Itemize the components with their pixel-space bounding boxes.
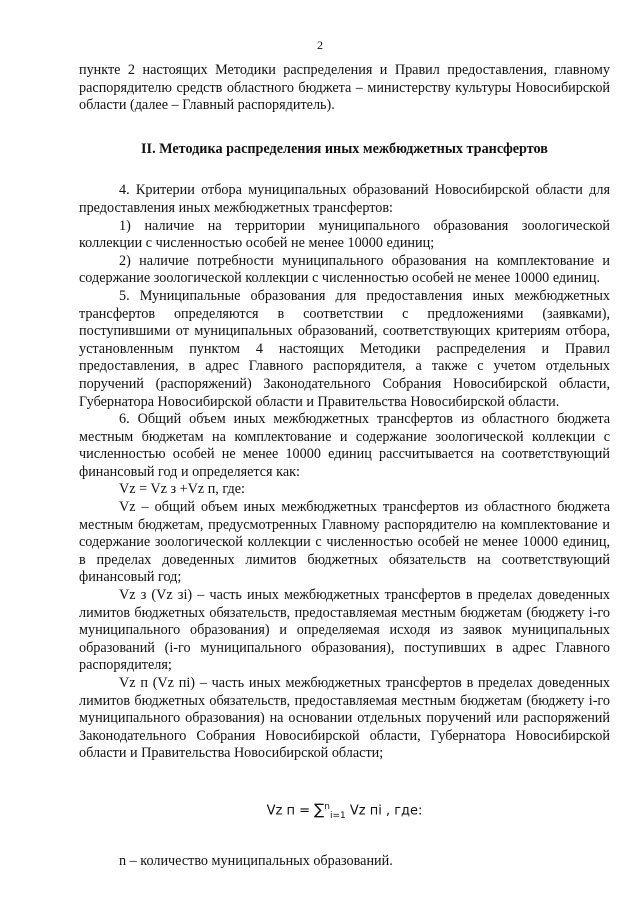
section-title: II. Методика распределения иных межбюджетных трансфертов <box>141 140 548 157</box>
intro-paragraph: пункте 2 настоящих Методики распределения и Правил предоставления, главному распорядителю средств областного бюджета – министерству культуры Новосибирской области (далее – Главный распорядитель). <box>79 62 610 114</box>
formula-vz: Vz = Vz з +Vz п, где: <box>119 481 245 498</box>
paragraph-4: 4. Критерии отбора муниципальных образований Новосибирской области для предоставления иных межбюджетных трансфертов: <box>79 182 610 216</box>
sum-upper-limit: n <box>324 801 330 812</box>
criterion-1: 1) наличие на территории муниципального образования зоологической коллекции с численностью особей не менее 10000 единиц; <box>79 217 610 252</box>
definition-vz: Vz – общий объем иных межбюджетных трансфертов из областного бюджета местным бюджетам, предусмотренных Главному распорядителю на комплектование и содержание зоологической коллекции с численностью особей не менее 10000 единиц, в пределах доведенных лимитов бюджетных обязательств на соответствующий финансовый год; <box>79 499 610 586</box>
document-body <box>79 62 610 871</box>
criterion-2: 2) наличие потребности муниципального образования на комплектование и содержание зоологической коллекции с численностью особей не менее 10000 единиц. <box>79 252 610 287</box>
definition-vz-p: Vz п (Vz пi) – часть иных межбюджетных трансфертов в пределах доведенных лимитов бюджетных обязательств, предоставляемая местным бюджетам (бюджету i-го муниципального образования) на основании отдельных поручений или распоряжений Законодательного Собрания Новосибирской области, Губернатора Новосибирской области и Правительства Новосибирской области; <box>79 675 610 762</box>
formula-tail: , где: <box>381 803 423 819</box>
paragraph-6: 6. Общий объем иных межбюджетных трансфертов из областного бюджета местным бюджетам на комплектование и содержание зоологической коллекции с численностью особей не менее 10000 единиц рассчитывается на соответствующий финансовый год и определяется как: <box>79 411 610 480</box>
sum-formula <box>79 799 610 826</box>
sum-symbol: ∑ <box>314 800 325 819</box>
n-definition: n – количество муниципальных образований. <box>119 853 393 870</box>
paragraph-5: 5. Муниципальные образования для предоставления иных межбюджетных трансфертов определяются в соответствии с предложениями (заявками), поступившими от муниципальных образований, соответствующих критериям отбора, установленным пунктом 4 настоящих Методики распределения и Правил предоставления, в адрес Главного распорядителя, а также с учетом отдельных поручений (распоряжений) Законодательного Собрания Новосибирской области, Губернатора Новосибирской области и Правительства Новосибирской области. <box>79 287 610 410</box>
definition-vz-z: Vz з (Vz зi) – часть иных межбюджетных трансфертов в пределах доведенных лимитов бюджетных обязательств, предоставляемая местным бюджетам (бюджету i-го муниципального образования) и определяемая исходя из заявок муниципальных образований (i-го муниципального образования), поступивших в адрес Главного распорядителя; <box>79 587 610 674</box>
formula-term: Vz пi <box>345 803 382 819</box>
sum-lower-limit: i=1 <box>329 810 346 821</box>
formula-lhs: Vz п = <box>266 803 315 819</box>
page-number: 2 <box>317 38 323 52</box>
